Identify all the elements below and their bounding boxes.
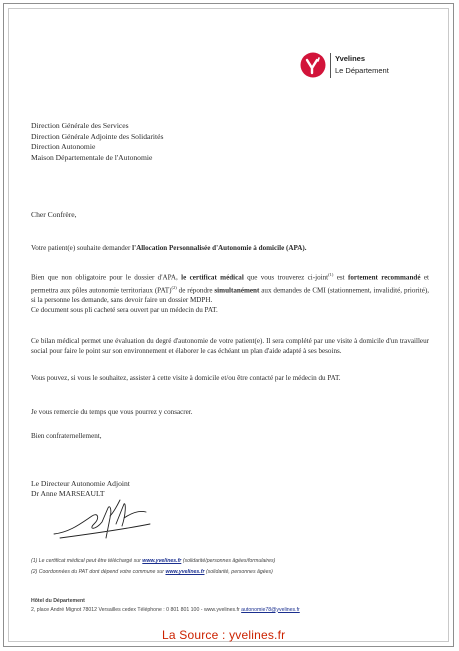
signatory-title: Le Directeur Autonomie Adjoint	[31, 479, 130, 488]
text: 2, place André Mignot 78012 Versailles cedex Téléphone : 0 801 801 100 - www.yvelines.fr	[31, 606, 242, 613]
footnote-ref: (1)	[328, 272, 334, 277]
footer-title: Hôtel du Département	[31, 598, 85, 604]
page-frame	[3, 3, 454, 647]
signatory-name: Dr Anne MARSEAULT	[31, 489, 105, 499]
page-inner-border	[8, 8, 449, 642]
bold-text: fortement recommandé	[347, 273, 421, 282]
text: (1) Le certificat médical peut être téléchargé sur	[31, 558, 143, 564]
footnote-1	[31, 556, 275, 567]
text: aux demandes de CMI (stationnement, invalidité, priorité), si la personne les demande, sans devoir faire un dossier MDPH.	[31, 285, 429, 305]
address-line: Direction Générale des Services	[31, 121, 129, 130]
logo-divider	[330, 53, 331, 78]
text: et permettra aux pôles autonomie territoriaux (PAT)	[31, 273, 429, 294]
text: de répondre	[176, 285, 215, 294]
text: Votre patient(e) souhaite demander	[31, 244, 133, 252]
text: (solidarité/personnes âgées/formulaires)	[181, 558, 276, 564]
bold-text: le certificat médical	[181, 273, 244, 282]
bold-text: simultanément	[214, 285, 260, 294]
address-line: Direction Générale Adjointe des Solidarités	[31, 131, 164, 141]
paragraph-visit: Vous pouvez, si vous le souhaitez, assister à cette visite à domicile et/ou être contacté par le médecin du PAT.	[31, 374, 341, 382]
closing: Bien confraternellement,	[31, 432, 102, 440]
footer-line	[31, 606, 300, 615]
address-line: Maison Départementale de l'Autonomie	[31, 152, 153, 162]
logo-name: Yvelines	[335, 54, 366, 63]
footnote-2	[31, 567, 275, 578]
footnote-link[interactable]: www.yvelines.fr	[165, 569, 205, 575]
sender-address	[31, 121, 163, 163]
salutation: Cher Confrère,	[31, 210, 77, 219]
footnote-link[interactable]: www.yvelines.fr	[142, 558, 182, 564]
text: Ce document sous pli cacheté sera ouvert par un médecin du PAT.	[31, 306, 218, 315]
text: (solidarité, personnes âgées)	[204, 569, 273, 575]
text: (2) Coordonnées du PAT dont dépend votre commune sur	[31, 569, 166, 575]
yvelines-logo-icon	[300, 52, 326, 78]
apa-title: l'Allocation Personnalisée d'Autonomie à domicile (APA).	[132, 244, 307, 252]
text: est	[333, 273, 348, 282]
source-caption: La Source : yvelines.fr	[162, 628, 286, 642]
paragraph-thanks: Je vous remercie du temps que vous pourrez y consacrer.	[31, 408, 193, 416]
footnote-ref: (2)	[171, 284, 177, 290]
address-line: Direction Autonomie	[31, 142, 96, 152]
paragraph-certificate	[31, 270, 429, 316]
footnotes	[31, 556, 275, 578]
yvelines-logo	[300, 52, 420, 82]
paragraph-assessment: Ce bilan médical permet une évaluation du degré d'autonomie de votre patient(e). Il sera complété par une visite à domicile d'un travailleur social pour faire le point sur son environnement et élaborer le cas échéant un plan d'aide adapté à ses besoins.	[31, 337, 429, 356]
text: que vous trouverez ci-joint	[243, 273, 329, 282]
logo-subtitle: Le Département	[335, 66, 389, 75]
footer-email-link[interactable]: autonomie78@yvelines.fr	[241, 606, 300, 613]
paragraph-request	[31, 243, 429, 253]
handwritten-signature	[50, 494, 160, 544]
text: Bien que non obligatoire pour le dossier d'APA,	[31, 273, 182, 282]
footer-address	[31, 597, 300, 614]
